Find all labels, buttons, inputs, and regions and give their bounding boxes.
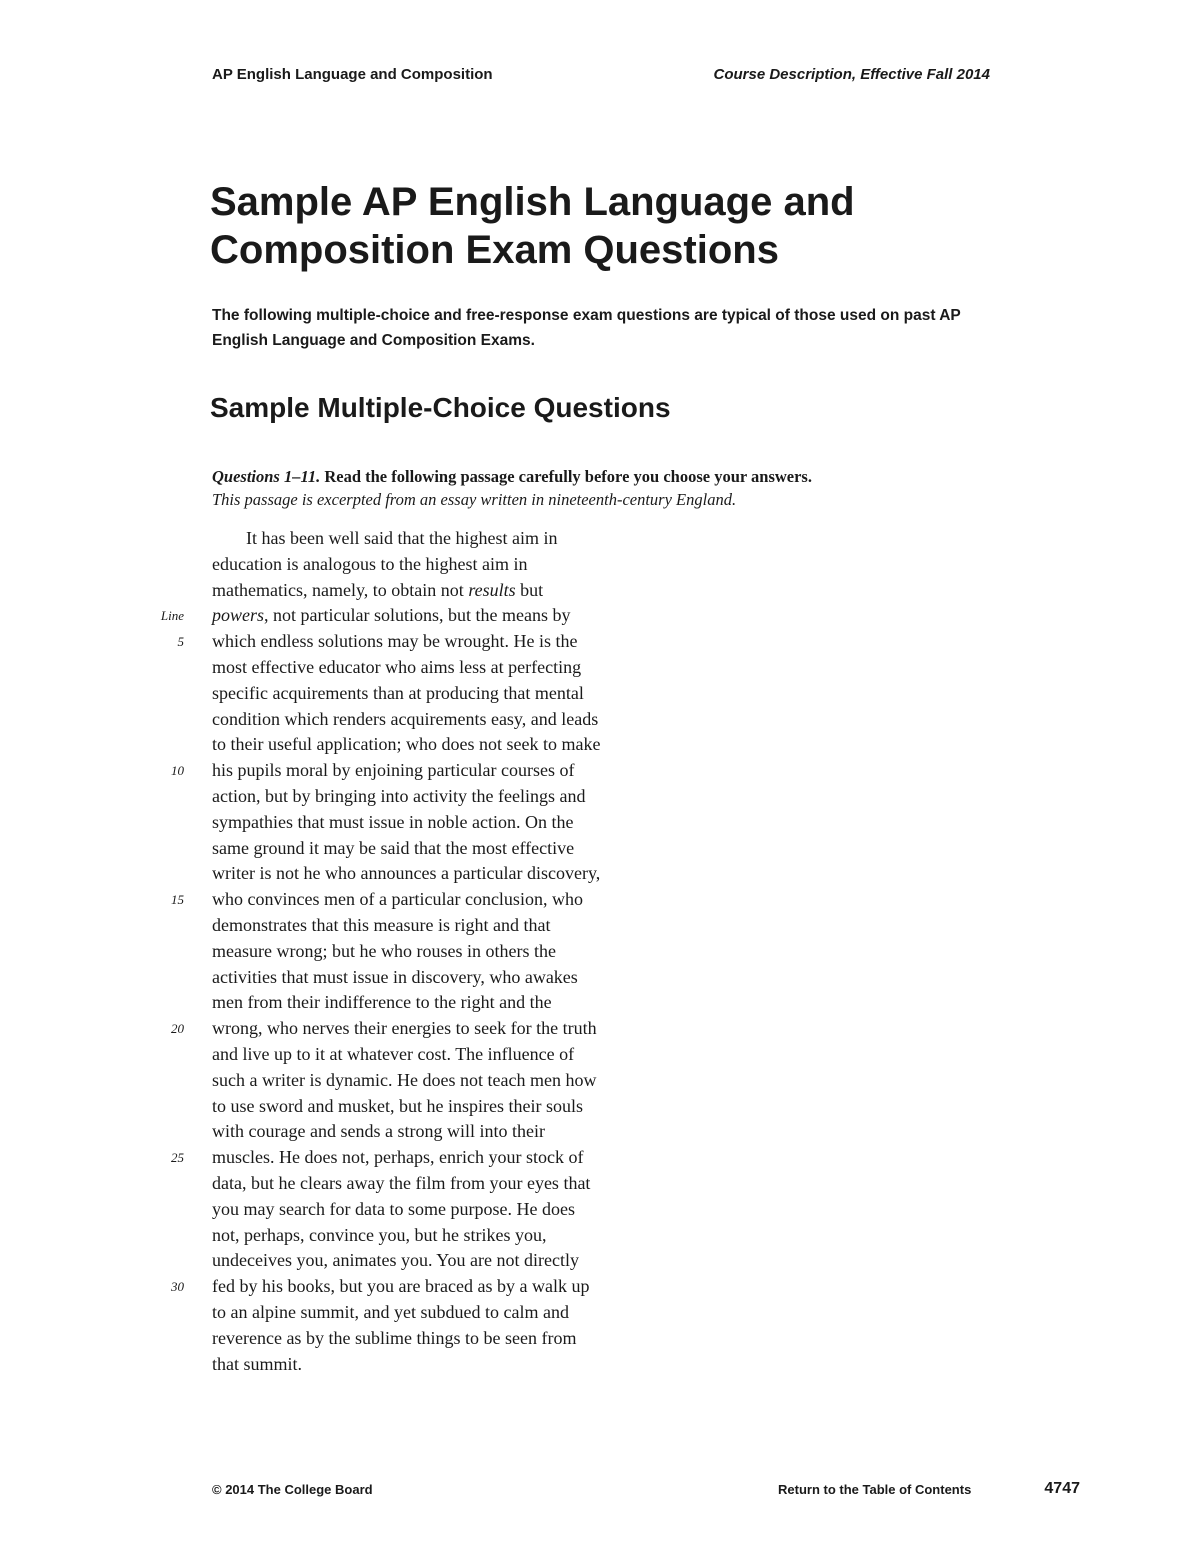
passage-line [212, 1300, 682, 1326]
passage-line [160, 603, 682, 629]
passage-line [212, 861, 682, 887]
passage-line-text: that summit. [212, 1353, 303, 1374]
running-header [212, 66, 990, 88]
passage-line [212, 526, 682, 552]
line-number: 5 [177, 634, 184, 650]
passage-line-text: to use sword and musket, but he inspires their souls [212, 1095, 584, 1116]
passage-line-text: with courage and sends a strong will into their [212, 1121, 546, 1142]
passage-line-text: sympathies that must issue in noble action. On the [212, 811, 574, 832]
passage-line-text: to their useful application; who does not seek to make [212, 734, 601, 755]
passage-line [212, 1223, 682, 1249]
passage-line [212, 1119, 682, 1145]
passage-line-text: It has been well said that the highest aim in [246, 528, 558, 548]
passage-line-text: who convinces men of a particular conclusion, who [212, 889, 583, 910]
passage-line [171, 887, 682, 913]
passage-line [212, 707, 682, 733]
passage-line [212, 1171, 682, 1197]
passage-line [212, 655, 682, 681]
header-course-description: Course Description, Effective Fall 2014 [713, 66, 990, 83]
passage-line [171, 1016, 682, 1042]
passage-line-text: which endless solutions may be wrought. He is the [212, 631, 578, 652]
passage-line-text: not, perhaps, convince you, but he strikes you, [212, 1224, 547, 1245]
line-number: 20 [171, 1021, 184, 1037]
passage-line [212, 1197, 682, 1223]
passage-line-text: demonstrates that this measure is right and that [212, 914, 551, 935]
passage-line-text: men from their indifference to the right and the [212, 992, 552, 1013]
passage-line-text: data, but he clears away the film from your eyes that [212, 1172, 591, 1193]
passage-line [212, 578, 682, 604]
passage-line-text: measure wrong; but he who rouses in others the [212, 940, 556, 961]
line-number: 25 [171, 1150, 184, 1166]
passage-line [171, 1145, 682, 1171]
passage-source-note: This passage is excerpted from an essay written in nineteenth-century England. [212, 490, 737, 509]
passage-line [212, 681, 682, 707]
passage-line [212, 810, 682, 836]
passage-line-text: you may search for data to some purpose. He does [212, 1198, 575, 1219]
passage-line-text: fed by his books, but you are braced as by a walk up [212, 1276, 590, 1297]
passage-line-text: same ground it may be said that the most effective [212, 837, 575, 858]
passage-line [212, 784, 682, 810]
passage-line-text: and live up to it at whatever cost. The influence of [212, 1043, 575, 1064]
page-number: 4747 [1044, 1480, 1080, 1497]
passage-line-text: wrong, who nerves their energies to seek for the truth [212, 1018, 597, 1039]
passage-line [212, 836, 682, 862]
question-range: Questions 1–11. [212, 467, 321, 486]
passage-line [212, 990, 682, 1016]
header-course-name: AP English Language and Composition [212, 66, 493, 83]
reading-passage [160, 526, 682, 1377]
page-footer [212, 1482, 1080, 1502]
copyright-notice: © 2014 The College Board [212, 1482, 373, 1497]
line-number: 30 [171, 1279, 184, 1295]
directions-line [212, 465, 1012, 488]
passage-line-text: his pupils moral by enjoining particular courses of [212, 760, 575, 781]
table-of-contents-link[interactable]: Return to the Table of Contents [778, 1482, 972, 1497]
passage-line [212, 913, 682, 939]
passage-line [212, 1248, 682, 1274]
passage-line [212, 965, 682, 991]
section-heading: Sample Multiple-Choice Questions [210, 392, 671, 423]
passage-line [212, 939, 682, 965]
passage-line [177, 629, 682, 655]
passage-line-text: such a writer is dynamic. He does not teach men how [212, 1069, 597, 1090]
passage-line [212, 552, 682, 578]
passage-line-text: most effective educator who aims less at perfecting [212, 656, 582, 677]
passage-line-text: condition which renders acquirements easy, and leads [212, 708, 599, 729]
passage-line [212, 1352, 682, 1378]
line-label: Line [160, 608, 184, 624]
directions-instruction: Read the following passage carefully before you choose your answers. [324, 467, 812, 486]
passage-line [212, 1068, 682, 1094]
passage-line-text: undeceives you, animates you. You are not directly [212, 1250, 579, 1271]
line-number: 15 [171, 892, 184, 908]
passage-line-text: writer is not he who announces a particular discovery, [212, 863, 601, 884]
passage-line [171, 758, 682, 784]
passage-directions [212, 465, 1012, 511]
passage-line [171, 1274, 682, 1300]
passage-line-text: mathematics, namely, to obtain not results but [212, 579, 544, 600]
passage-line [212, 1094, 682, 1120]
line-number: 10 [171, 763, 184, 779]
passage-line-text: muscles. He does not, perhaps, enrich your stock of [212, 1147, 584, 1168]
passage-line-text: powers, not particular solutions, but the means by [212, 605, 571, 626]
passage-line-text: education is analogous to the highest aim in [212, 553, 528, 574]
page-title: Sample AP English Language and Composition Exam Questions [210, 180, 855, 272]
passage-line-text: action, but by bringing into activity the feelings and [212, 785, 586, 806]
passage-line [212, 1326, 682, 1352]
passage-line [212, 1042, 682, 1068]
passage-line-text: to an alpine summit, and yet subdued to calm and [212, 1301, 570, 1322]
passage-line-text: reverence as by the sublime things to be seen from [212, 1327, 577, 1348]
passage-line-text: specific acquirements than at producing that mental [212, 682, 584, 703]
passage-line-text: activities that must issue in discovery, who awakes [212, 966, 578, 987]
passage-line [212, 732, 682, 758]
intro-paragraph: The following multiple-choice and free-response exam questions are typical of those used on past AP English Language and Composition Exams. [212, 307, 961, 349]
